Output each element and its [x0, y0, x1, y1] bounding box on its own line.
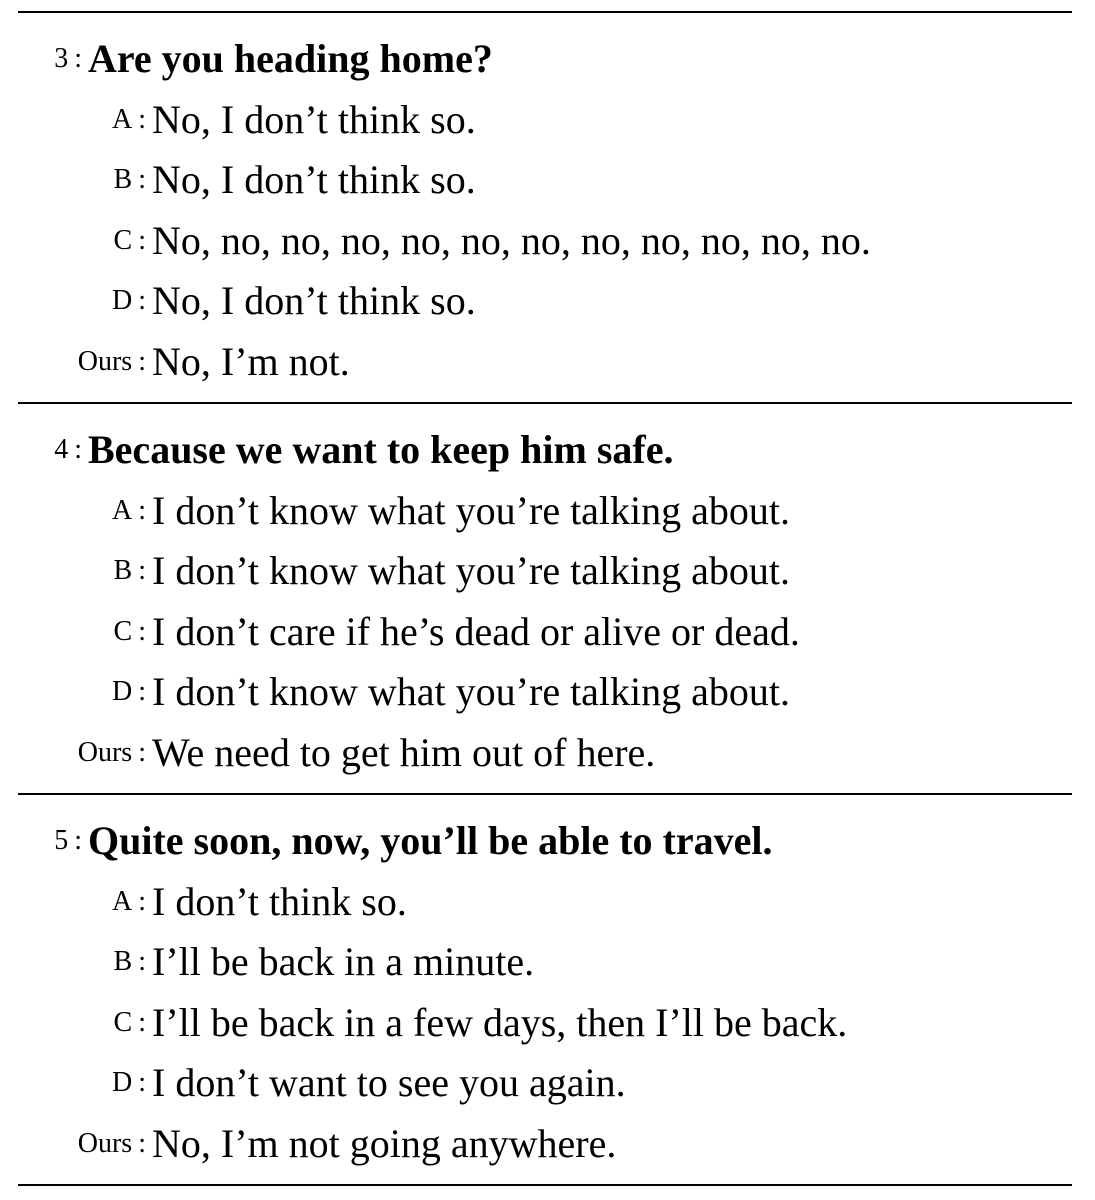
response-row	[18, 932, 1072, 992]
response-row	[18, 90, 1072, 150]
response-label: B :	[113, 555, 146, 586]
response-row	[18, 993, 1072, 1053]
response-comparison-table	[18, 0, 1072, 1200]
response-label: Ours :	[77, 346, 146, 377]
response-row	[18, 1053, 1072, 1113]
response-text: I don’t know what you’re talking about.	[152, 548, 791, 593]
response-label: Ours :	[77, 1128, 146, 1159]
response-row	[18, 211, 1072, 271]
prompt-number: 4 :	[54, 434, 82, 465]
prompt-text: Quite soon, now, you’ll be able to travel.	[88, 818, 773, 863]
response-label: D :	[111, 676, 146, 707]
response-row-ours	[18, 723, 1072, 783]
bottom-rule	[18, 1184, 1072, 1186]
response-text: I’ll be back in a minute.	[152, 939, 535, 984]
response-label: D :	[111, 1067, 146, 1098]
response-row	[18, 271, 1072, 331]
response-text: No, I don’t think so.	[152, 278, 476, 323]
response-label: C :	[113, 225, 146, 256]
response-text: I don’t know what you’re talking about.	[152, 488, 791, 533]
response-label: C :	[113, 616, 146, 647]
response-label: C :	[113, 1007, 146, 1038]
top-rule	[18, 11, 1072, 13]
prompt-row	[18, 29, 1072, 89]
response-row	[18, 662, 1072, 722]
response-row	[18, 872, 1072, 932]
response-text: No, no, no, no, no, no, no, no, no, no, no, no.	[152, 218, 871, 263]
response-text: I don’t care if he’s dead or alive or dead.	[152, 609, 800, 654]
response-row	[18, 481, 1072, 541]
group-divider	[18, 793, 1072, 795]
prompt-row	[18, 811, 1072, 871]
response-label: B :	[113, 164, 146, 195]
response-text: No, I don’t think so.	[152, 97, 476, 142]
response-row-ours	[18, 1114, 1072, 1174]
response-label: A :	[111, 886, 146, 917]
response-label: A :	[111, 104, 146, 135]
group-divider	[18, 402, 1072, 404]
response-text: I don’t want to see you again.	[152, 1060, 626, 1105]
response-text: No, I’m not.	[152, 339, 350, 384]
response-text: No, I don’t think so.	[152, 157, 476, 202]
response-text: I don’t think so.	[152, 879, 407, 924]
prompt-text: Are you heading home?	[88, 36, 493, 81]
response-label: B :	[113, 946, 146, 977]
response-text: No, I’m not going anywhere.	[152, 1121, 617, 1166]
prompt-number: 3 :	[54, 43, 82, 74]
prompt-row	[18, 420, 1072, 480]
response-row	[18, 150, 1072, 210]
response-row	[18, 602, 1072, 662]
prompt-number: 5 :	[54, 825, 82, 856]
response-text: I’ll be back in a few days, then I’ll be back.	[152, 1000, 848, 1045]
response-label: Ours :	[77, 737, 146, 768]
response-label: A :	[111, 495, 146, 526]
response-text: I don’t know what you’re talking about.	[152, 669, 791, 714]
prompt-text: Because we want to keep him safe.	[88, 427, 674, 472]
response-row-ours	[18, 332, 1072, 392]
response-label: D :	[111, 285, 146, 316]
response-row	[18, 541, 1072, 601]
response-text: We need to get him out of here.	[152, 730, 656, 775]
